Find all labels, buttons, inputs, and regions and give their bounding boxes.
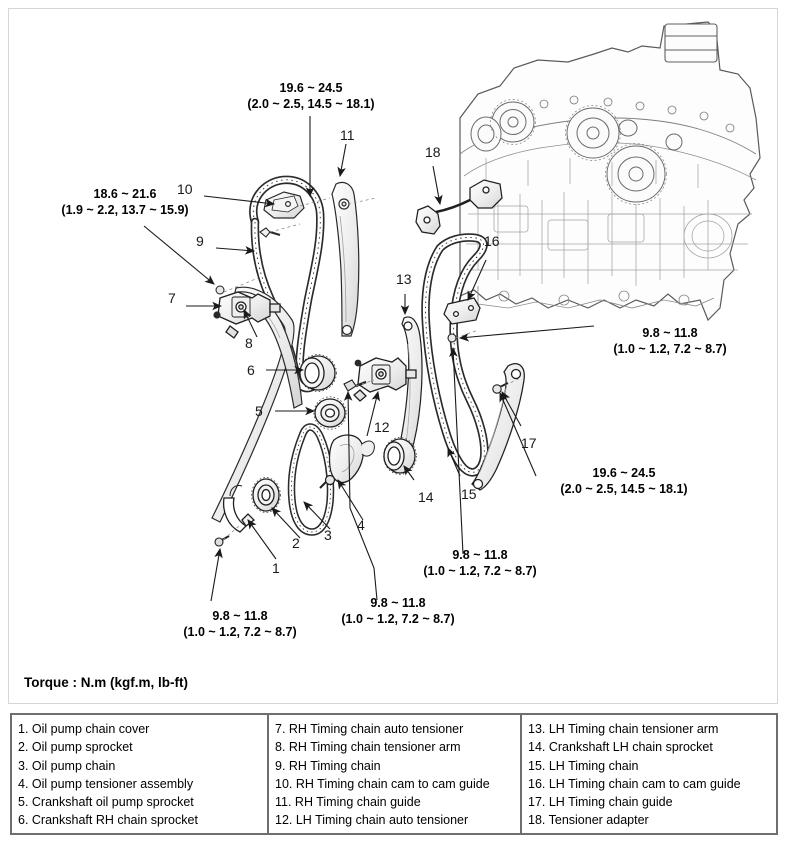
rh-guide-bolt <box>260 228 280 237</box>
list-item: 2. Oil pump sprocket <box>18 740 133 755</box>
torque-value-nm: 9.8 ~ 11.8 <box>212 609 268 623</box>
torque-value-nm: 19.6 ~ 24.5 <box>279 81 343 95</box>
torque-value-nm: 9.8 ~ 11.8 <box>452 548 508 562</box>
callout-number-10: 10 <box>177 181 193 197</box>
torque-value-kgfm-lbft: (1.0 ~ 1.2, 7.2 ~ 8.7) <box>183 625 297 639</box>
lh-guide-bolt <box>448 334 456 342</box>
callout-number-6: 6 <box>247 362 255 378</box>
callout-number-13: 13 <box>396 271 412 287</box>
callout-number-4: 4 <box>357 517 365 533</box>
callout-number-9: 9 <box>196 233 204 249</box>
callout-number-8: 8 <box>245 335 253 351</box>
parts-legend-table <box>10 713 778 835</box>
list-item: 9. RH Timing chain <box>275 758 381 773</box>
callout-number-16: 16 <box>484 233 500 249</box>
list-item: 6. Crankshaft RH chain sprocket <box>18 813 198 828</box>
torque-value-nm: 9.8 ~ 11.8 <box>370 596 426 610</box>
crankshaft-rh-chain-sprocket <box>300 355 337 392</box>
callout-number-17: 17 <box>521 435 537 451</box>
torque-units-header <box>8 660 778 704</box>
torque-value-kgfm-lbft: (1.9 ~ 2.2, 13.7 ~ 15.9) <box>61 203 189 217</box>
torque-callout-right-lower <box>518 465 730 497</box>
list-item: 1. Oil pump chain cover <box>18 722 150 736</box>
torque-units-label: Torque : N.m (kgf.m, lb-ft) <box>24 674 188 690</box>
rh-cam-to-cam-guide <box>264 192 304 218</box>
oil-pump-sprocket <box>252 478 281 513</box>
torque-callout-center-right-lower <box>380 547 580 579</box>
rh-tensioner-bolt <box>216 286 224 294</box>
callout-number-12: 12 <box>374 419 390 435</box>
list-item: 14. Crankshaft LH chain sprocket <box>528 740 713 755</box>
oil-pump-chain <box>291 427 330 532</box>
callout-number-14: 14 <box>418 489 434 505</box>
torque-callout-right-mid <box>570 325 770 357</box>
torque-value-kgfm-lbft: (1.0 ~ 1.2, 7.2 ~ 8.7) <box>423 564 537 578</box>
torque-value-nm: 19.6 ~ 24.5 <box>592 466 656 480</box>
list-item: 12. LH Timing chain auto tensioner <box>275 813 469 828</box>
list-item: 13. LH Timing chain tensioner arm <box>528 722 719 736</box>
list-item: 8. RH Timing chain tensioner arm <box>275 740 461 755</box>
callout-number-2: 2 <box>292 535 300 551</box>
callout-number-15: 15 <box>461 486 477 502</box>
parts-legend-column-2 <box>269 715 522 833</box>
parts-legend-column-3 <box>522 715 776 833</box>
list-item: 4. Oil pump tensioner assembly <box>18 776 194 791</box>
callout-number-1: 1 <box>272 560 280 576</box>
torque-value-nm: 18.6 ~ 21.6 <box>93 187 157 201</box>
list-item: 18. Tensioner adapter <box>528 813 649 828</box>
list-item: 15. LH Timing chain <box>528 758 639 773</box>
torque-callout-top-center <box>205 80 417 112</box>
list-item: 10. RH Timing chain cam to cam guide <box>275 776 490 791</box>
list-item: 3. Oil pump chain <box>18 758 116 773</box>
list-item: 7. RH Timing chain auto tensioner <box>275 722 464 736</box>
torque-value-kgfm-lbft: (1.0 ~ 1.2, 7.2 ~ 8.7) <box>613 342 727 356</box>
rh-timing-chain-guide <box>332 182 359 336</box>
callout-number-7: 7 <box>168 290 176 306</box>
lh-cam-to-cam-guide <box>444 298 480 324</box>
crankshaft-oil-pump-sprocket <box>314 397 346 429</box>
callout-number-3: 3 <box>324 527 332 543</box>
callout-number-5: 5 <box>255 403 263 419</box>
torque-value-kgfm-lbft: (2.0 ~ 2.5, 14.5 ~ 18.1) <box>560 482 688 496</box>
parts-legend-column-1 <box>12 715 269 833</box>
list-item: 5. Crankshaft oil pump sprocket <box>18 795 194 810</box>
list-item: 17. LH Timing chain guide <box>528 795 673 810</box>
torque-value-nm: 9.8 ~ 11.8 <box>642 326 698 340</box>
torque-callout-bottom-left <box>140 608 340 640</box>
torque-value-kgfm-lbft: (1.0 ~ 1.2, 7.2 ~ 8.7) <box>341 612 455 626</box>
callout-number-11: 11 <box>340 127 355 143</box>
oil-pump-cover-bolt <box>215 536 229 546</box>
torque-value-kgfm-lbft: (2.0 ~ 2.5, 14.5 ~ 18.1) <box>247 97 375 111</box>
engine-block-illustration <box>460 22 760 320</box>
list-item: 16. LH Timing chain cam to cam guide <box>528 776 741 791</box>
torque-callout-left-upper <box>25 186 225 218</box>
list-item: 11. RH Timing chain guide <box>275 795 421 810</box>
callout-number-18: 18 <box>425 144 441 160</box>
